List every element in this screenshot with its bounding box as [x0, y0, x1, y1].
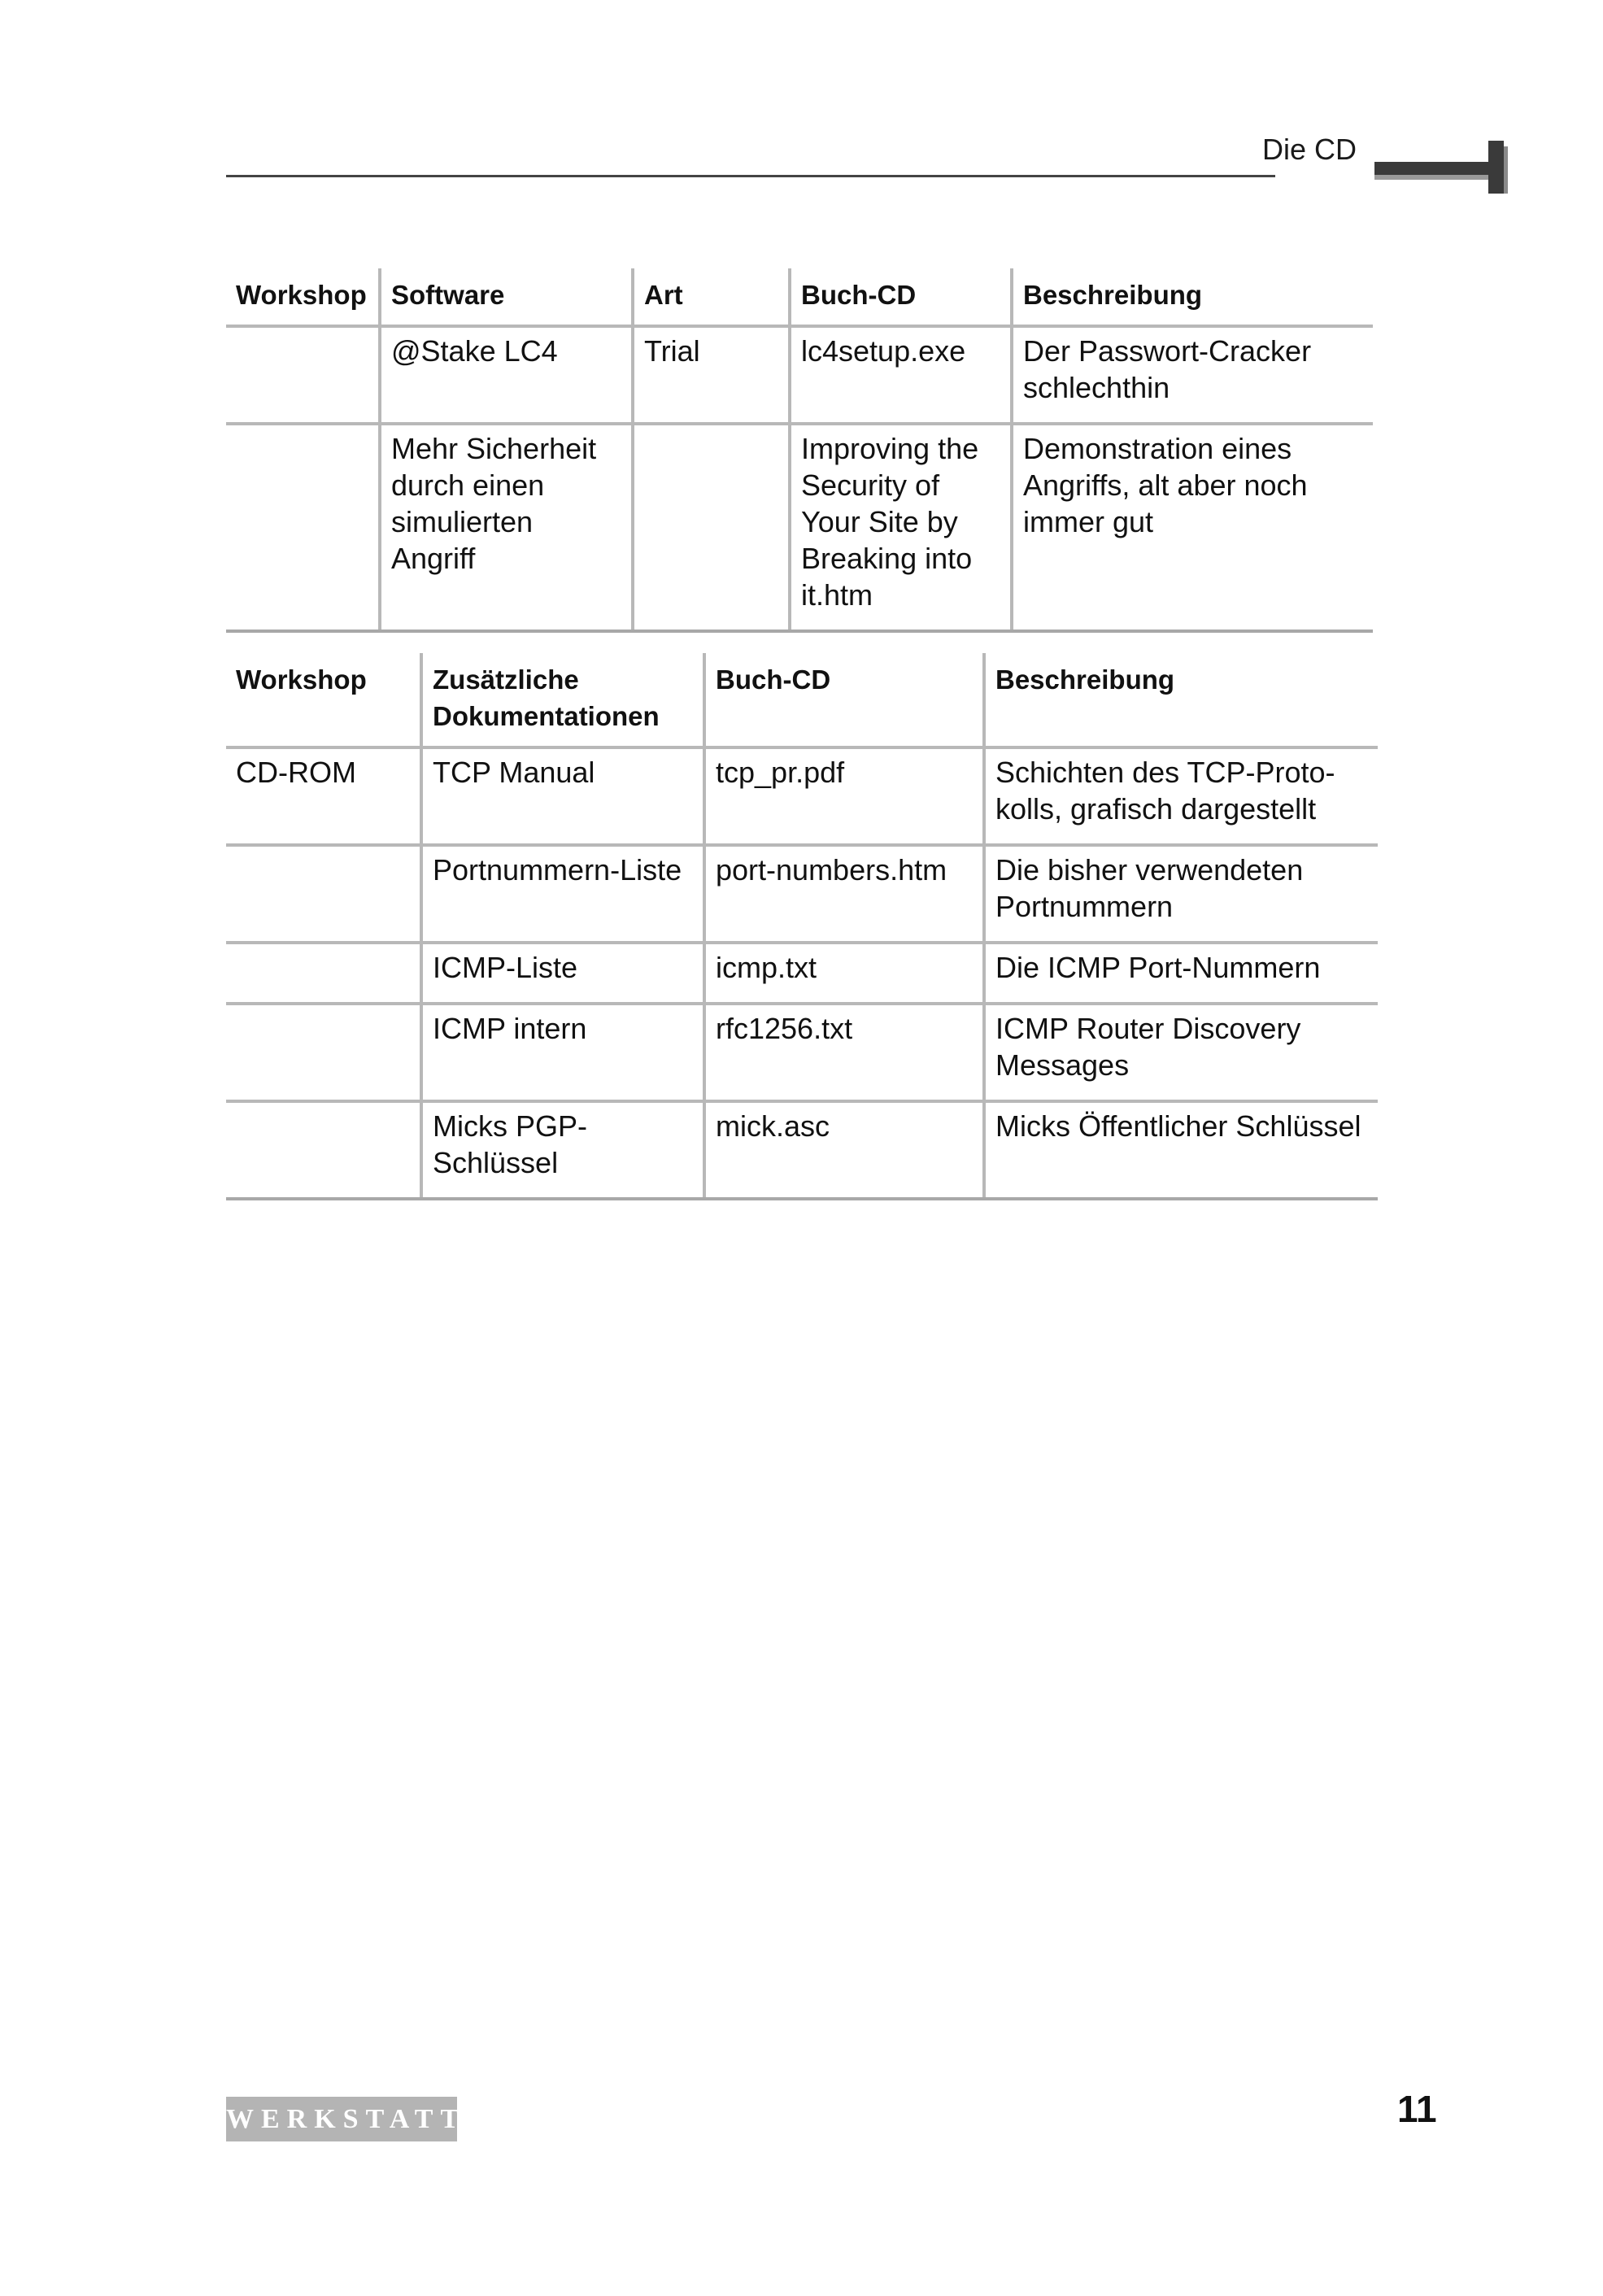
werkstatt-label: WERKSTATT	[226, 2097, 457, 2141]
cell-buch-cd: port-numbers.htm	[704, 845, 984, 943]
documentation-table	[226, 653, 1378, 1200]
cell-workshop	[226, 1101, 421, 1199]
table-header-row	[226, 268, 1373, 326]
cell-art	[633, 424, 790, 631]
header-rule	[226, 175, 1275, 177]
cell-workshop	[226, 1004, 421, 1101]
table-header-row	[226, 653, 1378, 747]
header-tab-shade	[1504, 146, 1508, 194]
table-row	[226, 326, 1373, 424]
cell-buch-cd: Improving the Security of Your Site by Breaking into it.htm	[790, 424, 1012, 631]
cell-workshop	[226, 424, 380, 631]
column-header: Art	[633, 268, 790, 326]
cell-beschreibung: Demonstration eines Angriffs, alt aber noch immer gut	[1012, 424, 1373, 631]
cell-buch-cd: mick.asc	[704, 1101, 984, 1199]
table-row	[226, 1004, 1378, 1101]
cell-documentation: ICMP-Liste	[421, 943, 704, 1004]
cell-workshop	[226, 943, 421, 1004]
column-header: Software	[380, 268, 633, 326]
cell-documentation: ICMP intern	[421, 1004, 704, 1101]
table-row	[226, 943, 1378, 1004]
page-number: 11	[1397, 2088, 1437, 2130]
column-header: Workshop	[226, 653, 421, 747]
column-header: Beschreibung	[1012, 268, 1373, 326]
software-table	[226, 268, 1373, 633]
table-row	[226, 845, 1378, 943]
cell-art: Trial	[633, 326, 790, 424]
cell-beschreibung: Micks Öffentlicher Schlüssel	[984, 1101, 1378, 1199]
cell-buch-cd: rfc1256.txt	[704, 1004, 984, 1101]
cell-beschreibung: Die ICMP Port-Nummern	[984, 943, 1378, 1004]
cell-software: @Stake LC4	[380, 326, 633, 424]
cell-beschreibung: Der Passwort-Cracker schlechthin	[1012, 326, 1373, 424]
column-header: Buch-CD	[704, 653, 984, 747]
cell-beschreibung: ICMP Router Discovery Messages	[984, 1004, 1378, 1101]
cell-software: Mehr Sicherheit durch einen simulierten Angriff	[380, 424, 633, 631]
cell-buch-cd: lc4setup.exe	[790, 326, 1012, 424]
cell-documentation: Portnummern-Liste	[421, 845, 704, 943]
column-header: Workshop	[226, 268, 380, 326]
column-header: Beschreibung	[984, 653, 1378, 747]
cell-workshop	[226, 845, 421, 943]
cell-beschreibung: Schichten des TCP-Proto-kolls, grafisch dargestellt	[984, 747, 1378, 845]
column-header: Buch-CD	[790, 268, 1012, 326]
cell-documentation: Micks PGP-Schlüssel	[421, 1101, 704, 1199]
cell-buch-cd: tcp_pr.pdf	[704, 747, 984, 845]
column-header: Zusätzliche Dokumentationen	[421, 653, 704, 747]
header-title: Die CD	[1262, 133, 1357, 166]
table-row	[226, 424, 1373, 631]
table-row	[226, 1101, 1378, 1199]
cell-workshop: CD-ROM	[226, 747, 421, 845]
header-tab-marker	[1488, 141, 1504, 194]
cell-beschreibung: Die bisher verwendeten Portnummern	[984, 845, 1378, 943]
header-bar	[1374, 162, 1488, 175]
cell-documentation: TCP Manual	[421, 747, 704, 845]
cell-buch-cd: icmp.txt	[704, 943, 984, 1004]
table-row	[226, 747, 1378, 845]
header-bar-shade	[1374, 175, 1488, 180]
cell-workshop	[226, 326, 380, 424]
